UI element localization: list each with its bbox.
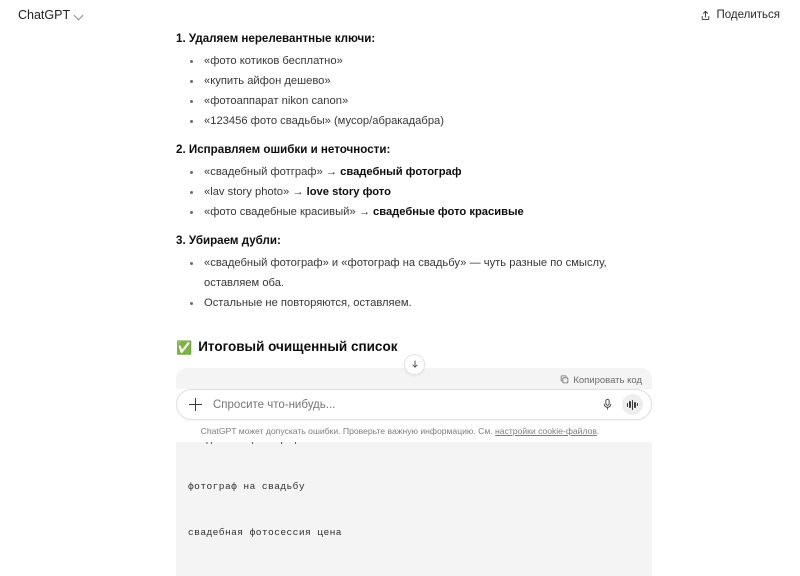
disclaimer <box>0 426 800 436</box>
disclaimer-suffix: . <box>596 426 600 436</box>
top-bar <box>0 0 800 30</box>
section-heading: 1. Удаляем нерелевантные ключи: <box>176 32 376 45</box>
list-item <box>186 293 652 313</box>
list-item <box>186 202 652 222</box>
share-icon <box>700 10 711 21</box>
list-item-text: «купить айфон дешево» <box>204 75 331 87</box>
list-item-text: Остальные не повторяются, оставляем. <box>204 297 412 309</box>
disclaimer-text: ChatGPT может допускать ошибки. Проверьте важную информацию. См. <box>200 426 496 436</box>
list-item-text: «свадебный фотограф» и «фотограф на свадьбу» — чуть разные по смыслу, оставляем оба. <box>204 257 607 289</box>
message-column <box>176 1 652 576</box>
list-item <box>186 182 652 202</box>
list-item-text: «123456 фото свадьбы» (мусор/абракадабра) <box>204 115 444 127</box>
composer-area <box>0 389 800 442</box>
microphone-icon[interactable] <box>598 395 617 414</box>
model-switcher[interactable] <box>12 5 90 25</box>
section-list <box>186 51 652 131</box>
composer <box>176 389 652 420</box>
model-label: ChatGPT <box>18 8 71 22</box>
prompt-input[interactable] <box>213 399 598 411</box>
cookie-settings-link[interactable]: настройки cookie-файлов <box>495 426 597 436</box>
copy-icon <box>560 375 569 387</box>
section-3 <box>176 234 652 313</box>
list-item-text: «фото свадебные красивый» → <box>204 206 373 218</box>
list-item <box>186 91 652 111</box>
voice-waveform-icon <box>627 400 638 410</box>
plus-icon[interactable] <box>187 396 204 413</box>
section-list <box>186 162 652 222</box>
list-item-emphasis: свадебный фотограф <box>340 166 462 178</box>
list-item <box>186 51 652 71</box>
code-line: свадебная фотосессия цена <box>188 527 342 538</box>
list-item-emphasis: love story фото <box>306 186 391 198</box>
share-button[interactable] <box>692 5 788 25</box>
list-item-text: «фото котиков бесплатно» <box>204 55 343 67</box>
section-2 <box>176 143 652 222</box>
list-item-text: «свадебный фотграф» → <box>204 166 341 178</box>
scroll-to-bottom-button[interactable] <box>404 354 425 375</box>
list-item <box>186 162 652 182</box>
section-list <box>186 253 652 313</box>
section-heading: 3. Убираем дубли: <box>176 234 281 247</box>
list-item-text: «фотоаппарат nikon canon» <box>204 95 349 107</box>
result-title-text: Итоговый очищенный список <box>198 339 398 354</box>
copy-code-label: Копировать код <box>573 375 642 386</box>
chevron-down-icon <box>75 11 84 20</box>
list-item <box>186 71 652 91</box>
arrow-down-icon <box>410 356 420 374</box>
share-label: Поделиться <box>716 9 780 21</box>
list-item-text: «lav story photo» → <box>204 186 307 198</box>
section-1 <box>176 32 652 131</box>
code-line: фотограф на свадьбу <box>188 480 305 492</box>
voice-mode-button[interactable] <box>622 394 643 415</box>
list-item <box>186 253 652 293</box>
list-item-emphasis: свадебные фото красивые <box>373 206 524 218</box>
list-item <box>186 111 652 131</box>
copy-code-button[interactable] <box>560 375 642 387</box>
check-mark-icon: ✅ <box>176 339 193 355</box>
section-heading: 2. Исправляем ошибки и неточности: <box>176 143 391 156</box>
